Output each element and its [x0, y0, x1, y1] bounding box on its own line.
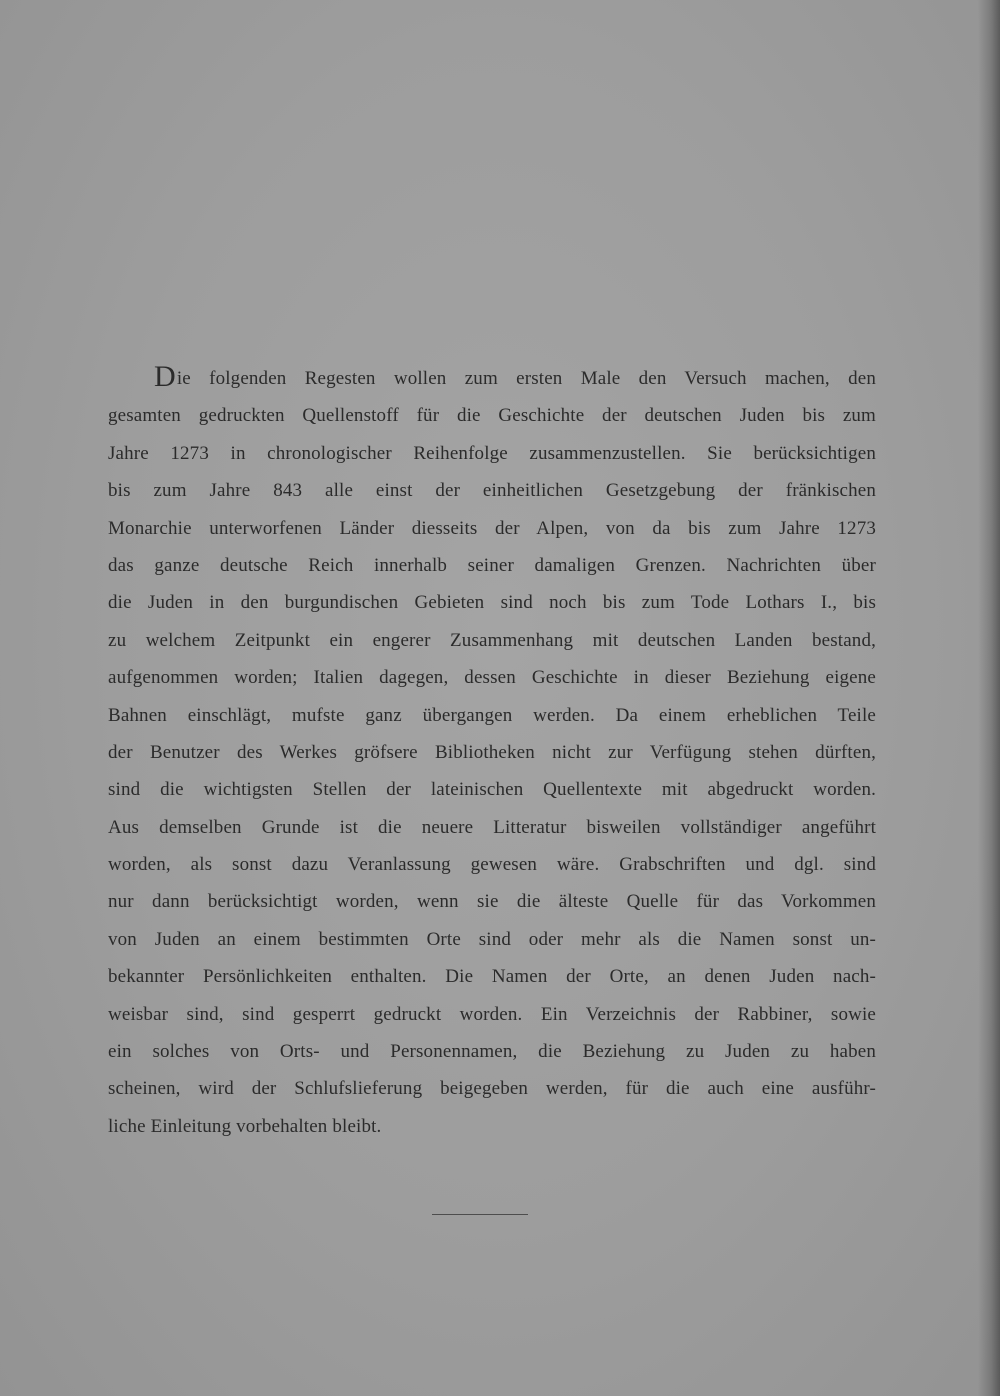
text-line: Monarchie unterworfenen Länder diesseits der Alpen, von da bis zum Jahre 1273	[108, 517, 876, 539]
text-line: zu welchem Zeitpunkt ein engerer Zusammenhang mit deutschen Landen bestand,	[108, 629, 876, 651]
text-line: die Juden in den burgundischen Gebieten sind noch bis zum Tode Lothars I., bis	[108, 592, 876, 614]
text-line: Jahre 1273 in chronologischer Reihenfolge zusammenzustellen. Sie berücksichtigen	[108, 442, 876, 464]
text-line: nur dann berücksichtigt worden, wenn sie die älteste Quelle für das Vorkommen	[108, 891, 876, 913]
body-paragraph	[108, 360, 876, 1145]
text-line: Aus demselben Grunde ist die neuere Litteratur bisweilen vollständiger angeführt	[108, 816, 876, 838]
text-line: gesamten gedruckten Quellenstoff für die Geschichte der deutschen Juden bis zum	[108, 405, 876, 427]
text-line: bekannter Persönlichkeiten enthalten. Die Namen der Orte, an denen Juden nach-	[108, 966, 876, 988]
page-edge-shadow	[978, 0, 1000, 1396]
text-line: Bahnen einschlägt, mufste ganz übergangen werden. Da einem erheblichen Teile	[108, 704, 876, 726]
text-line: liche Einleitung vorbehalten bleibt.	[108, 1115, 382, 1137]
text-line: aufgenommen worden; Italien dagegen, dessen Geschichte in dieser Beziehung eigene	[108, 667, 876, 689]
text-line: von Juden an einem bestimmten Orte sind oder mehr als die Namen sonst un-	[108, 928, 876, 950]
initial-letter: D	[154, 360, 176, 393]
text-line: der Benutzer des Werkes gröfsere Bibliotheken nicht zur Verfügung stehen dürften,	[108, 741, 876, 763]
text-line: sind die wichtigsten Stellen der lateinischen Quellentexte mit abgedruckt worden.	[108, 779, 876, 801]
text-line: das ganze deutsche Reich innerhalb seiner damaligen Grenzen. Nachrichten über	[108, 554, 876, 576]
text-line: Die folgenden Regesten wollen zum ersten Male den Versuch machen, den	[154, 360, 876, 393]
text-line: bis zum Jahre 843 alle einst der einheitlichen Gesetzgebung der fränkischen	[108, 480, 876, 502]
closing-rule	[432, 1214, 528, 1215]
text-line: worden, als sonst dazu Veranlassung gewesen wäre. Grabschriften und dgl. sind	[108, 854, 876, 876]
text-line: scheinen, wird der Schlufslieferung beigegeben werden, für die auch eine ausführ-	[108, 1078, 876, 1100]
text-line: ein solches von Orts- und Personennamen, die Beziehung zu Juden zu haben	[108, 1041, 876, 1063]
text-line: weisbar sind, sind gesperrt gedruckt worden. Ein Verzeichnis der Rabbiner, sowie	[108, 1003, 876, 1025]
